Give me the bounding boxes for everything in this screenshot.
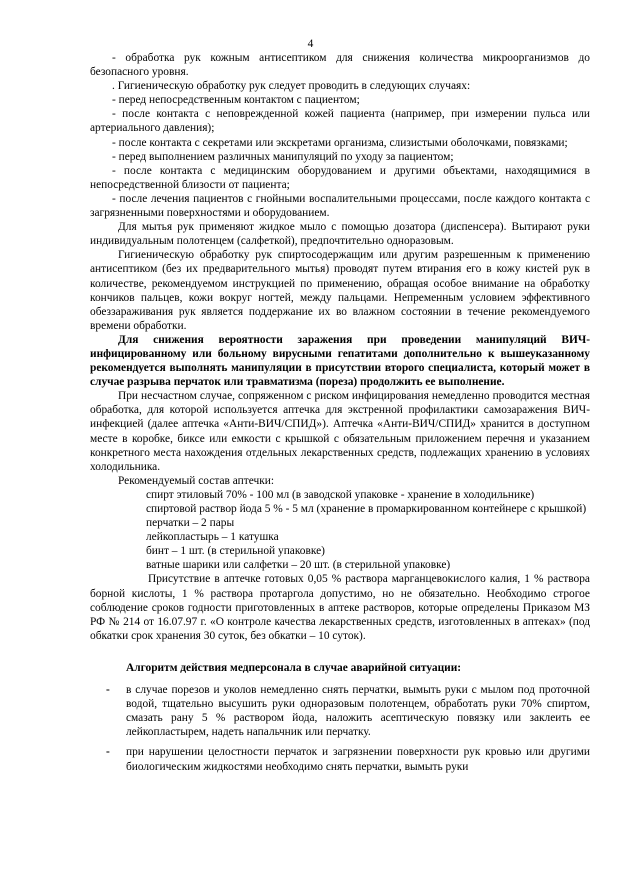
paragraph-hygiene-cases-intro: . Гигиеническую обработку рук следует проводить в следующих случаях: (112, 80, 471, 93)
kit-item-iodine: спиртовой раствор йода 5 % - 5 мл (хранение в промаркированном контейнере с крышкой) (146, 503, 587, 515)
algorithm-heading: Алгоритм действия медперсонала в случае аварийной ситуации: (126, 661, 462, 674)
bullet-marker: - (106, 746, 110, 759)
case-before-manipulations: - перед выполнением различных манипуляций по уходу за пациентом; (112, 150, 454, 163)
paragraph-optional-solutions: Присутствие в аптечке готовых 0,05 % раствора марганцевокислого калия, 1 % раствора борной кислоты, 1 % раствора протаргола допустимо, но не обязательно. Необходимо строгое соблюдение сроков годности приготовленных в аптеке растворов, которые определены Приказом МЗ РФ № 214 от 16.07.97 г. «О контроле качества лекарственных средств, изготовленных в аптеках» (под обкатки срок хранения 30 суток, без обкатки – 10 суток). (90, 573, 590, 642)
algorithm-item-text: при нарушении целостности перчаток и загрязнении поверхности рук кровью или другими биологическим жидкостями необходимо снять перчатки, вымыть руки (126, 746, 590, 773)
algorithm-item-gloves (90, 745, 590, 773)
document-body (90, 51, 590, 780)
case-after-equipment: - после контакта с медицинским оборудованием и другими объектами, находящимися в непосредственной близости от пациента; (90, 164, 590, 191)
kit-item-alcohol: спирт этиловый 70% - 100 мл (в заводской упаковке - хранение в холодильнике) (146, 488, 535, 501)
paragraph-alcohol-treatment: Гигиеническую обработку рук спиртосодержащим или другим разрешенным к применению антисептиком (без их предварительного мытья) проводят путем втирания его в кожу кистей рук в количестве, рекомендуемом инструкцией по применению, обращая особое внимание на обработку кончиков пальцев, кожи вокруг ногтей, между пальцами. Непременным условием эффективного обеззараживания рук является поддержание их во влажном состоянии в течение рекомендуемого времени обработки. (90, 249, 590, 332)
paragraph-accident-kit: При несчастном случае, сопряженном с риском инфицирования немедленно проводится местная обработка, для которой используется аптечка для экстренной профилактики самозаражения ВИЧ-инфекцией (далее аптечка «Анти-ВИЧ/СПИД»). Аптечка «Анти-ВИЧ/СПИД» хранится в доступном месте в коробке, биксе или емкости с крышкой с обязательным приложением перечня и указанием конкретного места нахождения отдельных лекарственных средств, подлежащих хранению в условиях холодильника. (90, 390, 590, 473)
paragraph-antiseptic-purpose: - обработка рук кожным антисептиком для снижения количества микроорганизмов до безопасного уровня. (90, 52, 590, 79)
bullet-marker: - (106, 684, 110, 697)
case-before-contact: - перед непосредственным контактом с пациентом; (112, 94, 360, 107)
page-number: 4 (307, 38, 314, 50)
kit-item-plaster: лейкопластырь – 1 катушка (146, 531, 279, 544)
case-after-skin-contact: - после контакта с неповрежденной кожей пациента (например, при измерении пульса или артериального давления); (90, 108, 590, 135)
case-after-secretions: - после контакта с секретами или экскретами организма, слизистыми оболочками, повязками; (112, 136, 568, 149)
algorithm-list (90, 683, 590, 774)
kit-list (90, 488, 590, 573)
kit-item-cotton: ватные шарики или салфетки – 20 шт. (в стерильной упаковке) (146, 559, 451, 572)
case-after-purulent: - после лечения пациентов с гнойными воспалительными процессами, после каждого контакта с загрязненными поверхностями и оборудованием. (90, 192, 590, 220)
algorithm-item-cuts (90, 683, 590, 739)
paragraph-second-specialist: Для снижения вероятности заражения при проведении манипуляций ВИЧ-инфицированному или больному вирусными гепатитами дополнительно к вышеуказанному рекомендуется выполнять манипуляции в присутствии второго специалиста, который может в случае разрыва перчаток или травматизма (пореза) продолжить ее выполнение. (90, 333, 590, 389)
paragraph-hand-washing: Для мытья рук применяют жидкое мыло с помощью дозатора (диспенсера). Вытирают руки индивидуальным полотенцем (салфеткой), предпочтительно одноразовым. (90, 221, 590, 248)
kit-item-gloves: перчатки – 2 пары (146, 517, 235, 530)
kit-item-bandage: бинт – 1 шт. (в стерильной упаковке) (146, 545, 325, 558)
algorithm-item-text: в случае порезов и уколов немедленно снять перчатки, вымыть руки с мылом под проточной водой, тщательно высушить руки одноразовым полотенцем, обработать руки 70% спиртом, смазать рану 5 % раствором йода, наложить асептическую повязку или заклеить ее лейкопластырем, надеть напальчник или перчатку. (126, 684, 590, 739)
paragraph-kit-composition-intro: Рекомендуемый состав аптечки: (118, 474, 274, 487)
